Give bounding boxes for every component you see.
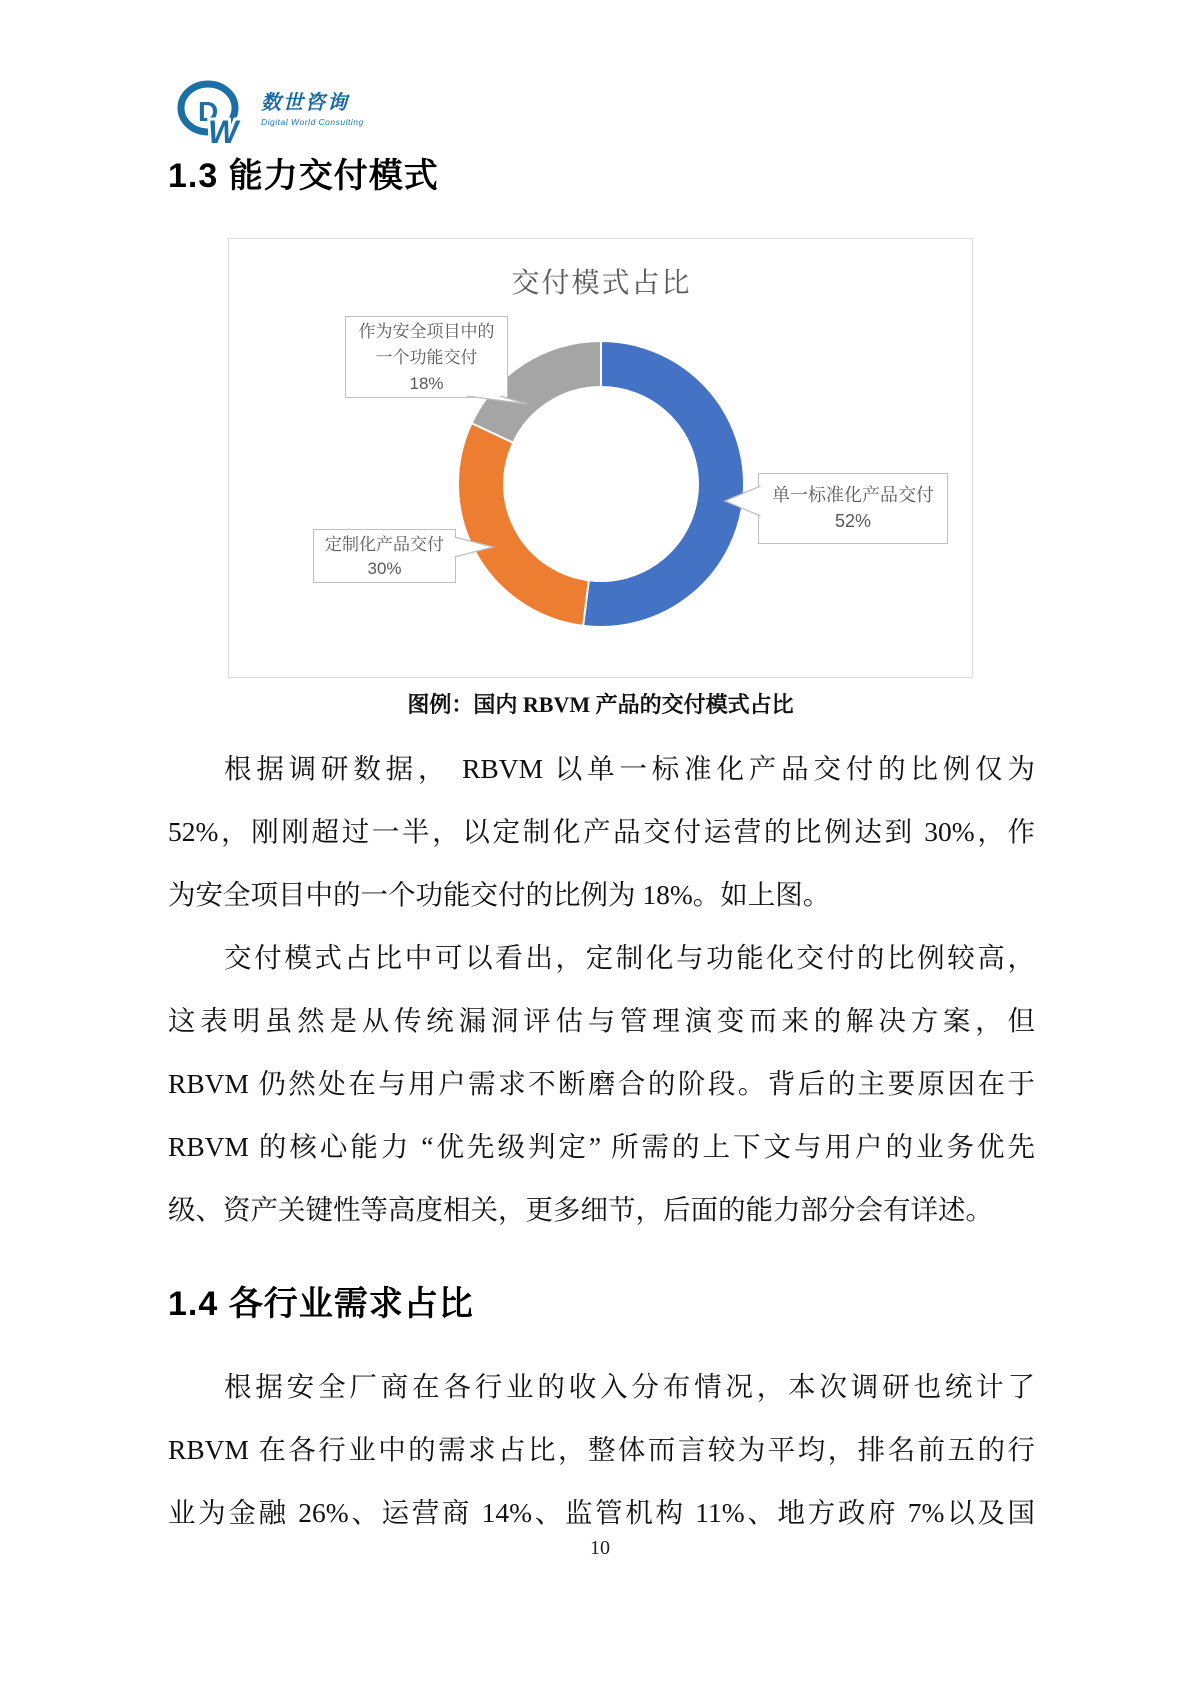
section-1-4-body bbox=[168, 1355, 1035, 1544]
logo-dw-monogram-icon bbox=[175, 80, 257, 146]
section-1-3-body bbox=[168, 737, 1035, 1241]
logo-letter-w: W bbox=[208, 114, 239, 146]
callout-value: 52% bbox=[834, 511, 872, 531]
text-line: 级、资产关键性等高度相关，更多细节，后面的能力部分会有详述。 bbox=[168, 1194, 993, 1225]
company-logo bbox=[175, 80, 364, 146]
donut-segment-1 bbox=[583, 341, 744, 627]
text-line: RBVM 仍然处在与用户需求不断磨合的阶段。背后的主要原因在于 bbox=[168, 1068, 1035, 1099]
text-line: 业为金融 26%、运营商 14%、监管机构 11%、地方政府 7%以及国 bbox=[168, 1497, 1035, 1528]
callout-feature-delivery bbox=[345, 316, 508, 398]
callout-label-line: 作为安全项目中的 bbox=[358, 322, 495, 341]
text-line: 52%，刚刚超过一半，以定制化产品交付运营的比例达到 30%，作 bbox=[168, 816, 1035, 847]
section-1-3-heading: 1.3 能力交付模式 bbox=[168, 157, 439, 195]
callout-label-line: 定制化产品交付 bbox=[325, 535, 444, 554]
chart-frame bbox=[228, 238, 973, 678]
text-line: 交付模式占比中可以看出，定制化与功能化交付的比例较高， bbox=[224, 942, 1035, 973]
section-1-4-heading: 1.4 各行业需求占比 bbox=[168, 1285, 474, 1323]
text-line: 根据调研数据， RBVM 以单一标准化产品交付的比例仅为 bbox=[224, 753, 1035, 784]
logo-company-name: 数世咨询 bbox=[261, 92, 349, 114]
logo-tagline: Digital World Consulting bbox=[261, 117, 364, 127]
donut-segment-2 bbox=[458, 423, 589, 626]
text-line: RBVM 在各行业中的需求占比，整体而言较为平均，排名前五的行 bbox=[168, 1434, 1035, 1465]
callout-label-line: 一个功能交付 bbox=[375, 348, 478, 367]
text-line: 为安全项目中的一个功能交付的比例为 18%。如上图。 bbox=[168, 879, 831, 910]
chart-title: 交付模式占比 bbox=[511, 267, 692, 298]
callout-value: 18% bbox=[409, 374, 444, 393]
logo-text bbox=[261, 86, 364, 127]
text-line: RBVM 的核心能力 “优先级判定” 所需的上下文与用户的业务优先 bbox=[168, 1131, 1035, 1162]
text-line: 根据安全厂商在各行业的收入分布情况，本次调研也统计了 bbox=[224, 1371, 1035, 1402]
callout-label-line: 单一标准化产品交付 bbox=[772, 485, 934, 505]
callout-value: 30% bbox=[367, 559, 402, 578]
donut-chart bbox=[229, 239, 974, 679]
logo-letter-d: D bbox=[198, 96, 219, 127]
callout-custom-delivery bbox=[313, 529, 456, 583]
callout-standard-delivery bbox=[758, 473, 948, 544]
page-number: 10 bbox=[590, 1537, 610, 1559]
text-line: 这表明虽然是从传统漏洞评估与管理演变而来的解决方案，但 bbox=[168, 1005, 1035, 1036]
chart-caption: 图例：国内 RBVM 产品的交付模式占比 bbox=[407, 692, 794, 717]
